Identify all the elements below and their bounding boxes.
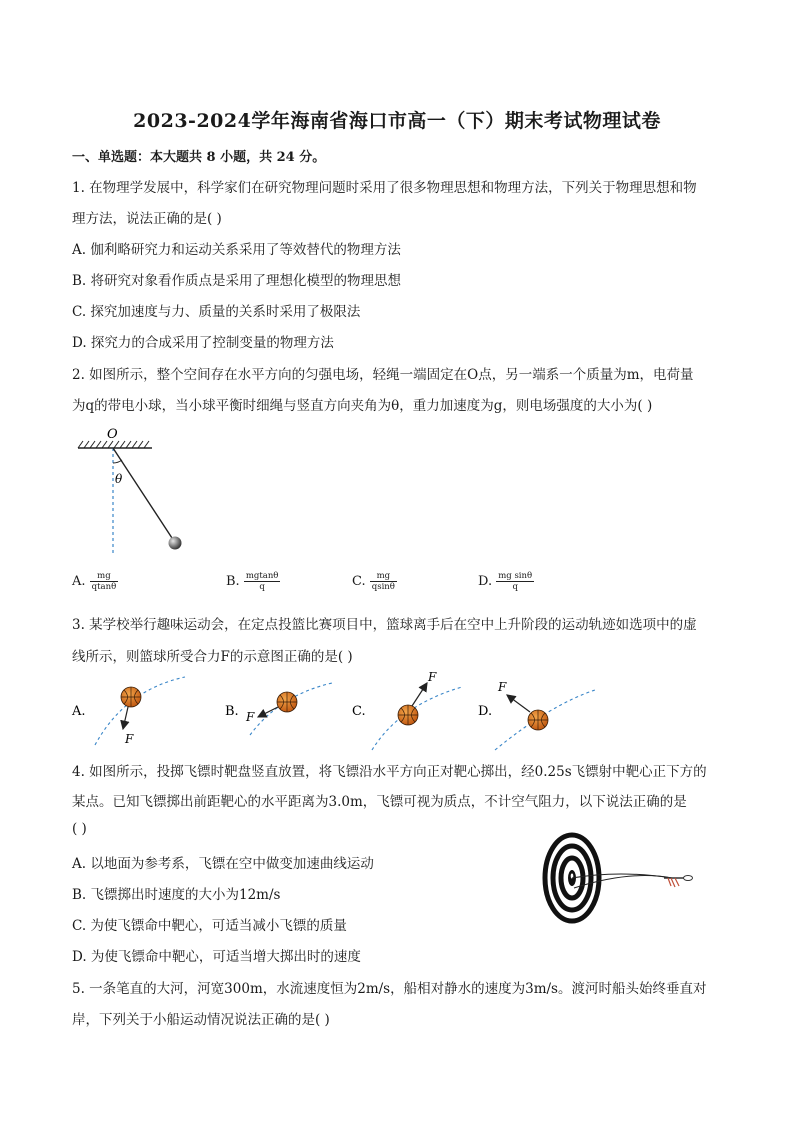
- q3-option-a-label: A.: [72, 704, 86, 719]
- q2-pendulum-figure: [70, 425, 200, 560]
- q3-options-figure: [70, 665, 730, 755]
- q2-option-c-den: qsinθ: [371, 582, 395, 592]
- q5-stem-line2: 岸，下列关于小船运动情况说法正确的是( ): [72, 1012, 330, 1028]
- q4-option-d: D. 为使飞镖命中靶心，可适当增大掷出时的速度: [72, 949, 361, 965]
- q2-option-b-num: mgtanθ: [245, 571, 279, 581]
- page-title: 2023-2024学年海南省海口市高一（下）期末考试物理试卷: [133, 110, 661, 132]
- q2-stem-line1: 2. 如图所示，整个空间存在水平方向的匀强电场，轻绳一端固定在O点，另一端系一个质量为m，电荷量: [72, 367, 694, 383]
- q3c-force-arrow: [412, 683, 427, 706]
- q2-option-d-label: D.: [478, 574, 493, 589]
- q3d-basketball: [528, 710, 548, 730]
- q3-option-d-label: D.: [478, 704, 493, 719]
- q2-option-c-num: mg: [370, 571, 397, 582]
- q4-dartboard-figure: [540, 830, 700, 930]
- q3c-force-label: F: [428, 670, 437, 684]
- q3a-trajectory: [95, 677, 185, 745]
- q4-option-b: B. 飞镖掷出时速度的大小为12m/s: [72, 887, 281, 903]
- q5-stem-line1: 5. 一条笔直的大河，河宽300m，水流速度恒为2m/s，船相对静水的速度为3m/s。渡河时船头始终垂直对: [72, 981, 707, 997]
- q2-option-c: [352, 571, 397, 592]
- q3a-force-arrow: [123, 707, 128, 729]
- q2-option-b-label: B.: [226, 574, 240, 589]
- q3b-force-label: F: [246, 710, 255, 724]
- charged-ball: [169, 537, 182, 550]
- q3a-force-label: F: [125, 732, 134, 746]
- q2-option-b-den: q: [259, 582, 265, 592]
- q2-option-a-label: A.: [72, 574, 86, 589]
- q3-stem-line2: 线所示，则篮球所受合力F的示意图正确的是( ): [72, 649, 353, 665]
- q2-option-a-num: mg: [90, 571, 119, 582]
- q4-stem-line3: ( ): [72, 821, 87, 837]
- q1-stem-line1: 1. 在物理学发展中，科学家们在研究物理问题时采用了很多物理思想和物理方法，下列关于物理思想和物: [72, 180, 697, 196]
- q2-option-d-den: q: [512, 582, 518, 592]
- theta-label: θ: [115, 472, 123, 486]
- q3b-basketball: [277, 692, 297, 712]
- q1-option-d: D. 探究力的合成采用了控制变量的物理方法: [72, 335, 334, 351]
- q1-stem-line2: 理方法，说法正确的是( ): [72, 211, 222, 227]
- q2-option-d: [478, 571, 534, 592]
- q4-stem-line1: 4. 如图所示，投掷飞镖时靶盘竖直放置，将飞镖沿水平方向正对靶心掷出，经0.25s飞镖射中靶心正下方的: [72, 764, 707, 780]
- q2-option-a: [72, 571, 118, 592]
- q1-option-c: C. 探究加速度与力、质量的关系时采用了极限法: [72, 304, 361, 320]
- q3c-basketball: [398, 705, 418, 725]
- q3-stem-line1: 3. 某学校举行趣味运动会，在定点投篮比赛项目中，篮球离手后在空中上升阶段的运动轨迹如选项中的虚: [72, 617, 697, 633]
- q4-stem-line2: 某点。已知飞镖掷出前距靶心的水平距离为3.0m，飞镖可视为质点，不计空气阻力，以下说法正确的是: [72, 794, 687, 810]
- q2-stem-line2: 为q的带电小球，当小球平衡时细绳与竖直方向夹角为θ，重力加速度为g，则电场强度的大小为( ): [72, 398, 653, 414]
- q4-option-c: C. 为使飞镖命中靶心，可适当减小飞镖的质量: [72, 918, 347, 934]
- ceiling-hatch: [78, 441, 152, 448]
- q3-option-b-label: B.: [225, 704, 239, 719]
- q1-option-b: B. 将研究对象看作质点是采用了理想化模型的物理思想: [72, 273, 402, 289]
- q3a-basketball: [121, 687, 141, 707]
- q3-option-c-label: C.: [352, 704, 366, 719]
- q4-option-a: A. 以地面为参考系，飞镖在空中做变加速曲线运动: [72, 856, 374, 872]
- q2-option-c-label: C.: [352, 574, 366, 589]
- string-line: [113, 448, 172, 538]
- q3d-force-arrow: [507, 695, 530, 712]
- q2-option-a-den: qtanθ: [91, 582, 117, 592]
- q2-option-b: [226, 571, 280, 592]
- q3d-force-label: F: [498, 680, 507, 694]
- section-heading: 一、单选题：本大题共 8 小题，共 24 分。: [72, 150, 326, 165]
- q1-option-a: A. 伽利略研究力和运动关系采用了等效替代的物理方法: [72, 242, 401, 258]
- q2-option-d-num: mg sinθ: [498, 571, 533, 581]
- point-o-label: O: [107, 427, 118, 442]
